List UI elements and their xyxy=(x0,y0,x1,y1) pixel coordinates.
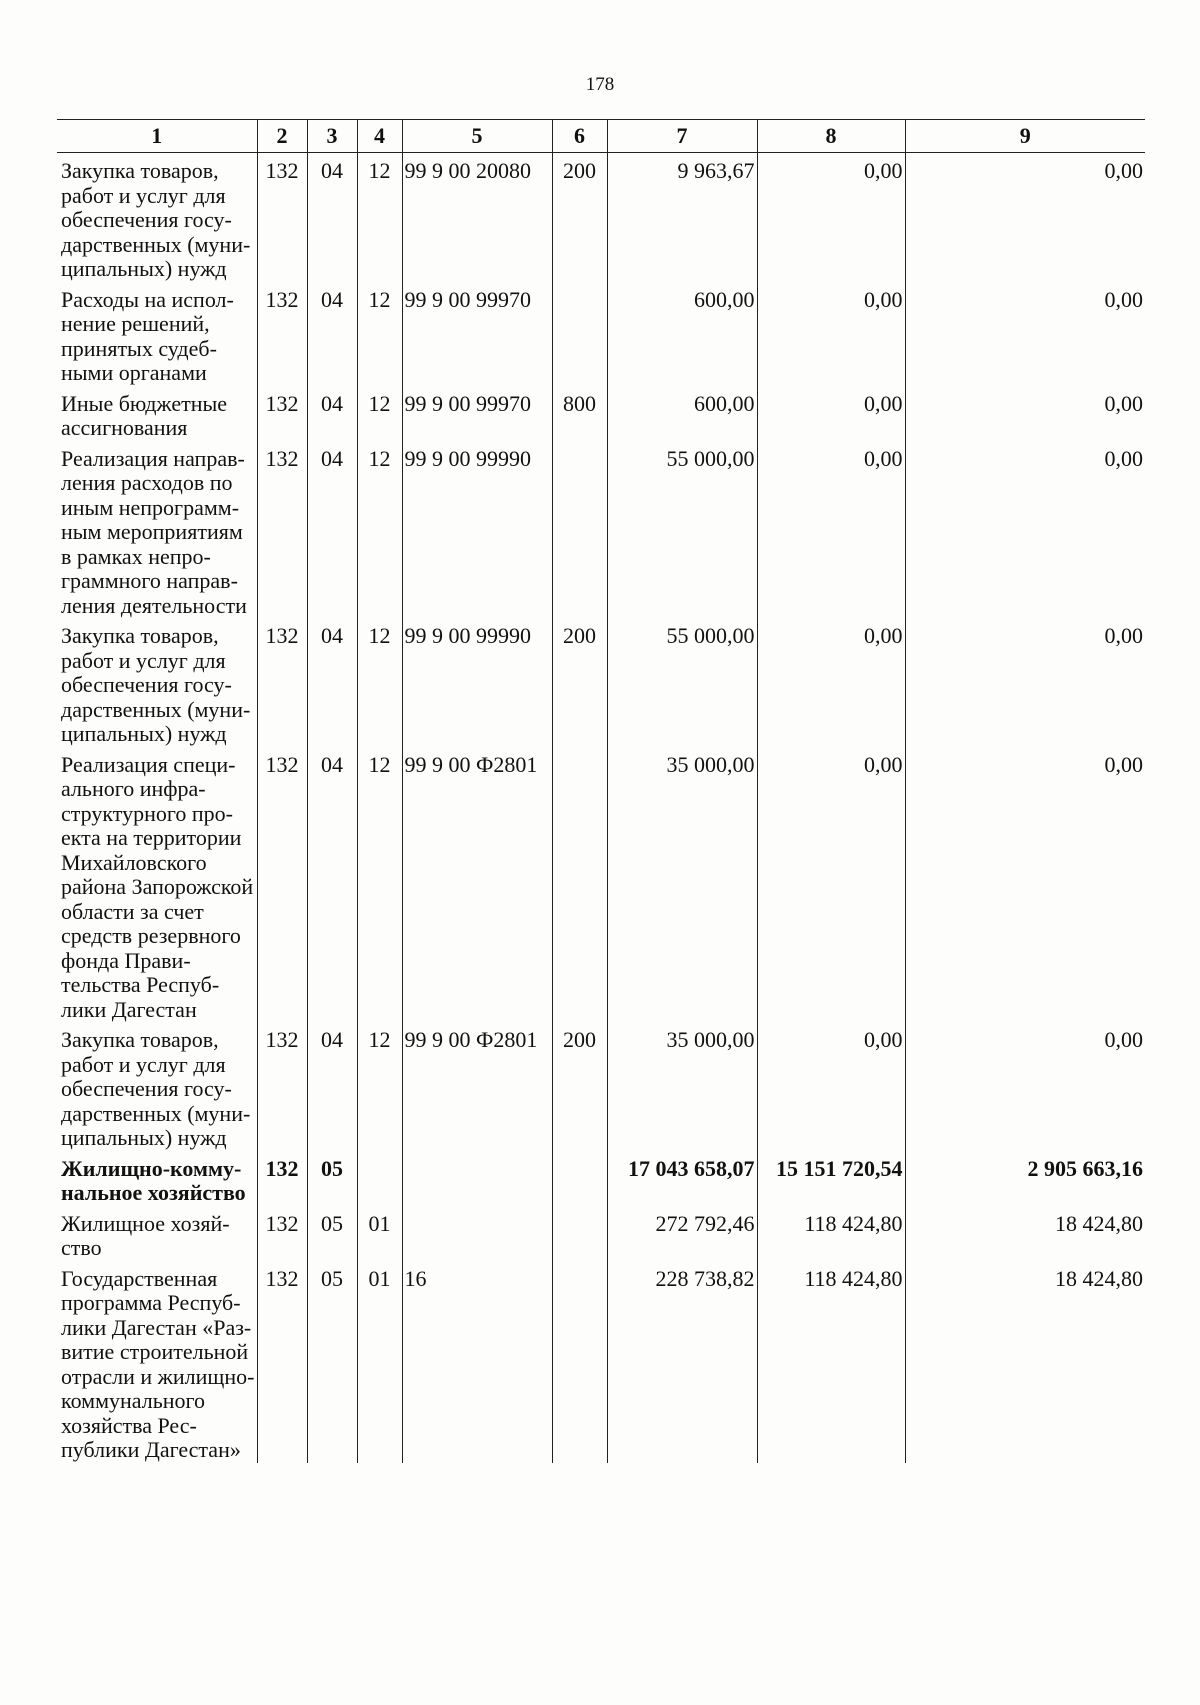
section-code: 04 xyxy=(307,747,357,1023)
amount-col9: 18 424,80 xyxy=(905,1206,1145,1261)
amount-col7: 272 792,46 xyxy=(607,1206,757,1261)
amount-col8: 0,00 xyxy=(757,747,905,1023)
section-code: 04 xyxy=(307,441,357,619)
expense-type-code xyxy=(552,282,607,386)
amount-col7: 600,00 xyxy=(607,386,757,441)
row-name: Закупка товаров, работ и услуг для обеспечения государственных (муниципальных) нужд xyxy=(61,1027,251,1150)
subsection-code: 12 xyxy=(357,441,402,619)
ved-code: 132 xyxy=(257,153,307,282)
target-code: 99 9 00 Ф2801 xyxy=(402,747,552,1023)
expense-type-code: 200 xyxy=(552,618,607,747)
column-header: 8 xyxy=(757,120,905,153)
row-name: Реализация специального инфраструктурного проекта на территории Михайловского района Запорожской области за счет средств резервного фонда Правительства Республики Дагестан xyxy=(61,751,254,1022)
expense-type-code xyxy=(552,1151,607,1206)
amount-col8: 118 424,80 xyxy=(757,1261,905,1463)
target-code: 16 xyxy=(402,1261,552,1463)
subsection-code: 12 xyxy=(357,386,402,441)
amount-col9: 0,00 xyxy=(905,747,1145,1023)
target-code xyxy=(402,1151,552,1206)
amount-col8: 118 424,80 xyxy=(757,1206,905,1261)
amount-col7: 35 000,00 xyxy=(607,747,757,1023)
amount-col7: 9 963,67 xyxy=(607,153,757,282)
row-name: Расходы на исполнение решений, принятых судебными органами xyxy=(61,286,234,385)
ved-code: 132 xyxy=(257,747,307,1023)
target-code: 99 9 00 99970 xyxy=(402,282,552,386)
ved-code: 132 xyxy=(257,282,307,386)
subsection-code: 12 xyxy=(357,747,402,1023)
column-header: 4 xyxy=(357,120,402,153)
column-header: 9 xyxy=(905,120,1145,153)
table-row xyxy=(57,1022,1145,1151)
amount-col8: 0,00 xyxy=(757,441,905,619)
table-row xyxy=(57,386,1145,441)
target-code: 99 9 00 99990 xyxy=(402,618,552,747)
section-code: 04 xyxy=(307,386,357,441)
column-header: 6 xyxy=(552,120,607,153)
section-code: 05 xyxy=(307,1261,357,1463)
amount-col9: 0,00 xyxy=(905,153,1145,282)
target-code xyxy=(402,1206,552,1261)
column-header: 1 xyxy=(57,120,257,153)
ved-code: 132 xyxy=(257,1206,307,1261)
amount-col8: 15 151 720,54 xyxy=(757,1151,905,1206)
amount-col9: 0,00 xyxy=(905,1022,1145,1151)
amount-col8: 0,00 xyxy=(757,282,905,386)
section-code: 04 xyxy=(307,282,357,386)
amount-col9: 0,00 xyxy=(905,386,1145,441)
table-row xyxy=(57,441,1145,619)
expense-type-code xyxy=(552,747,607,1023)
section-code: 04 xyxy=(307,153,357,282)
page-number: 178 xyxy=(585,74,615,95)
row-name: Реализация направления расходов по иным непрограммным мероприятиям в рамках непрограммного направления деятельности xyxy=(61,445,247,618)
expense-type-code xyxy=(552,441,607,619)
section-code: 05 xyxy=(307,1206,357,1261)
table-row xyxy=(57,1206,1145,1261)
row-name: Иные бюджетные ассигнования xyxy=(61,390,228,440)
table-row xyxy=(57,618,1145,747)
expense-type-code: 200 xyxy=(552,1022,607,1151)
amount-col8: 0,00 xyxy=(757,153,905,282)
target-code: 99 9 00 Ф2801 xyxy=(402,1022,552,1151)
ved-code: 132 xyxy=(257,1151,307,1206)
subsection-code: 12 xyxy=(357,1022,402,1151)
target-code: 99 9 00 99970 xyxy=(402,386,552,441)
header-row xyxy=(57,120,1145,153)
table-row xyxy=(57,1261,1145,1463)
amount-col8: 0,00 xyxy=(757,386,905,441)
amount-col9: 2 905 663,16 xyxy=(905,1151,1145,1206)
expense-type-code xyxy=(552,1261,607,1463)
ved-code: 132 xyxy=(257,618,307,747)
subsection-code xyxy=(357,1151,402,1206)
column-header: 5 xyxy=(402,120,552,153)
row-name: Закупка товаров, работ и услуг для обеспечения государственных (муниципальных) нужд xyxy=(61,623,251,746)
table-row xyxy=(57,153,1145,282)
section-code: 04 xyxy=(307,618,357,747)
amount-col7: 55 000,00 xyxy=(607,441,757,619)
table-row xyxy=(57,282,1145,386)
target-code: 99 9 00 20080 xyxy=(402,153,552,282)
section-code: 05 xyxy=(307,1151,357,1206)
subsection-code: 01 xyxy=(357,1261,402,1463)
column-header: 3 xyxy=(307,120,357,153)
amount-col7: 600,00 xyxy=(607,282,757,386)
ved-code: 132 xyxy=(257,1261,307,1463)
amount-col8: 0,00 xyxy=(757,1022,905,1151)
expense-type-code: 800 xyxy=(552,386,607,441)
amount-col9: 0,00 xyxy=(905,282,1145,386)
row-name: Закупка товаров, работ и услуг для обеспечения государственных (муниципальных) нужд xyxy=(61,158,251,281)
subsection-code: 01 xyxy=(357,1206,402,1261)
table-row xyxy=(57,747,1145,1023)
amount-col9: 18 424,80 xyxy=(905,1261,1145,1463)
row-name: Жилищно-коммунальное хозяйство xyxy=(61,1155,246,1205)
amount-col7: 17 043 658,07 xyxy=(607,1151,757,1206)
section-code: 04 xyxy=(307,1022,357,1151)
budget-table xyxy=(57,119,1145,1463)
amount-col7: 35 000,00 xyxy=(607,1022,757,1151)
ved-code: 132 xyxy=(257,386,307,441)
target-code: 99 9 00 99990 xyxy=(402,441,552,619)
expense-type-code xyxy=(552,1206,607,1261)
row-name: Государственная программа Республики Дагестан «Развитие строительной отрасли и жилищно-коммунального хозяйства Республики Дагестан» xyxy=(61,1265,255,1462)
column-header: 7 xyxy=(607,120,757,153)
ved-code: 132 xyxy=(257,1022,307,1151)
ved-code: 132 xyxy=(257,441,307,619)
column-header: 2 xyxy=(257,120,307,153)
subsection-code: 12 xyxy=(357,618,402,747)
table-row-section-total xyxy=(57,1151,1145,1206)
subsection-code: 12 xyxy=(357,153,402,282)
expense-type-code: 200 xyxy=(552,153,607,282)
row-name: Жилищное хозяйство xyxy=(61,1210,230,1260)
amount-col9: 0,00 xyxy=(905,618,1145,747)
amount-col7: 55 000,00 xyxy=(607,618,757,747)
amount-col8: 0,00 xyxy=(757,618,905,747)
amount-col9: 0,00 xyxy=(905,441,1145,619)
subsection-code: 12 xyxy=(357,282,402,386)
amount-col7: 228 738,82 xyxy=(607,1261,757,1463)
